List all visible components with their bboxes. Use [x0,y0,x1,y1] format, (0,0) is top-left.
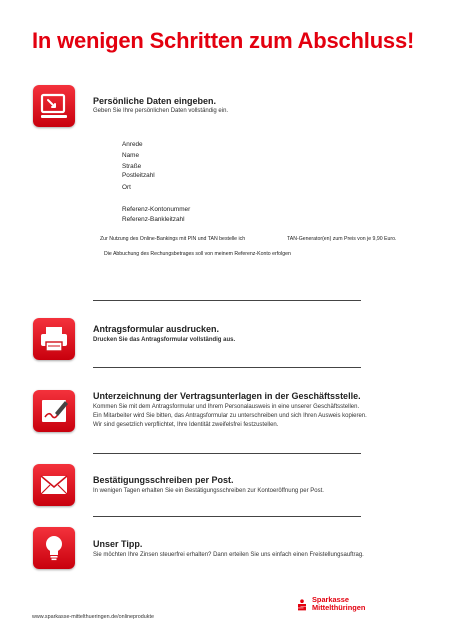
field-anrede[interactable]: Anrede [122,141,143,148]
divider [93,367,361,368]
monitor-icon [33,85,75,127]
field-ort[interactable]: Ort [122,183,131,191]
step3-heading: Unterzeichnung der Vertragsunterlagen in der Geschäftsstelle. [93,391,361,401]
step2-text: Drucken Sie das Antragsformular vollständig aus. [93,337,236,343]
step3-text [93,403,367,430]
step5-text: Sie möchten Ihre Zinsen steuerfrei erhalten? Dann erteilen Sie uns einfach einen Freistellungsauftrag. [93,552,364,558]
divider [93,516,361,517]
step3-line: Kommen Sie mit dem Antragsformular und Ihrem Personalausweis in eine unserer Geschäftsstellen. [93,404,360,410]
field-strasse[interactable]: Straße [122,162,142,170]
personal-fields [122,141,155,193]
footer-url[interactable]: www.sparkasse-mittelthueringen.de/onlineprodukte [32,614,154,620]
field-referenz-kontonummer[interactable]: Referenz-Kontonummer [122,206,191,213]
page-title: In wenigen Schritten zum Abschluss! [32,28,415,53]
divider [93,300,361,301]
envelope-icon [33,464,75,506]
step4-heading: Bestätigungsschreiben per Post. [93,475,234,485]
step4-text: In wenigen Tagen erhalten Sie ein Bestätigungsschreiben zur Kontoeröffnung per Post. [93,488,324,494]
brand-line2: Mittelthüringen [312,603,366,612]
sparkasse-logo [296,596,406,618]
account-fields [122,206,190,225]
field-name[interactable]: Name [122,151,140,159]
step3-line: Wir sind gesetzlich verpflichtet, Ihre Identität zweifelsfrei festzustellen. [93,422,279,428]
printer-icon [33,318,75,360]
tan-price-text: TAN-Generator(en) zum Preis von je 9,90 Euro. [287,236,397,242]
step5-heading: Unser Tipp. [93,539,143,549]
signature-icon [33,390,75,432]
debit-text: Die Abbuchung des Rechungsbetrages soll von meinem Referenz-Konto erfolgen [104,251,291,257]
divider [93,453,361,454]
field-referenz-bankleitzahl[interactable]: Referenz-Bankleitzahl [122,215,185,223]
sparkasse-s-icon [296,599,308,611]
lightbulb-icon [33,527,75,569]
step1-heading: Persönliche Daten eingeben. [93,96,217,106]
step3-line: Ein Mitarbeiter wird Sie bitten, das Antragsformular zu unterschreiben und sich Ihren Ausweis kopieren. [93,413,367,419]
brand-line1: Sparkasse [312,595,349,604]
step2-heading: Antragsformular ausdrucken. [93,324,220,334]
field-postleitzahl[interactable]: Postleitzahl [122,171,155,179]
step1-text: Geben Sie Ihre persönlichen Daten vollständig ein. [93,108,229,114]
tan-order-text: Zur Nutzung des Online-Bankings mit PIN und TAN bestelle ich [100,236,246,242]
